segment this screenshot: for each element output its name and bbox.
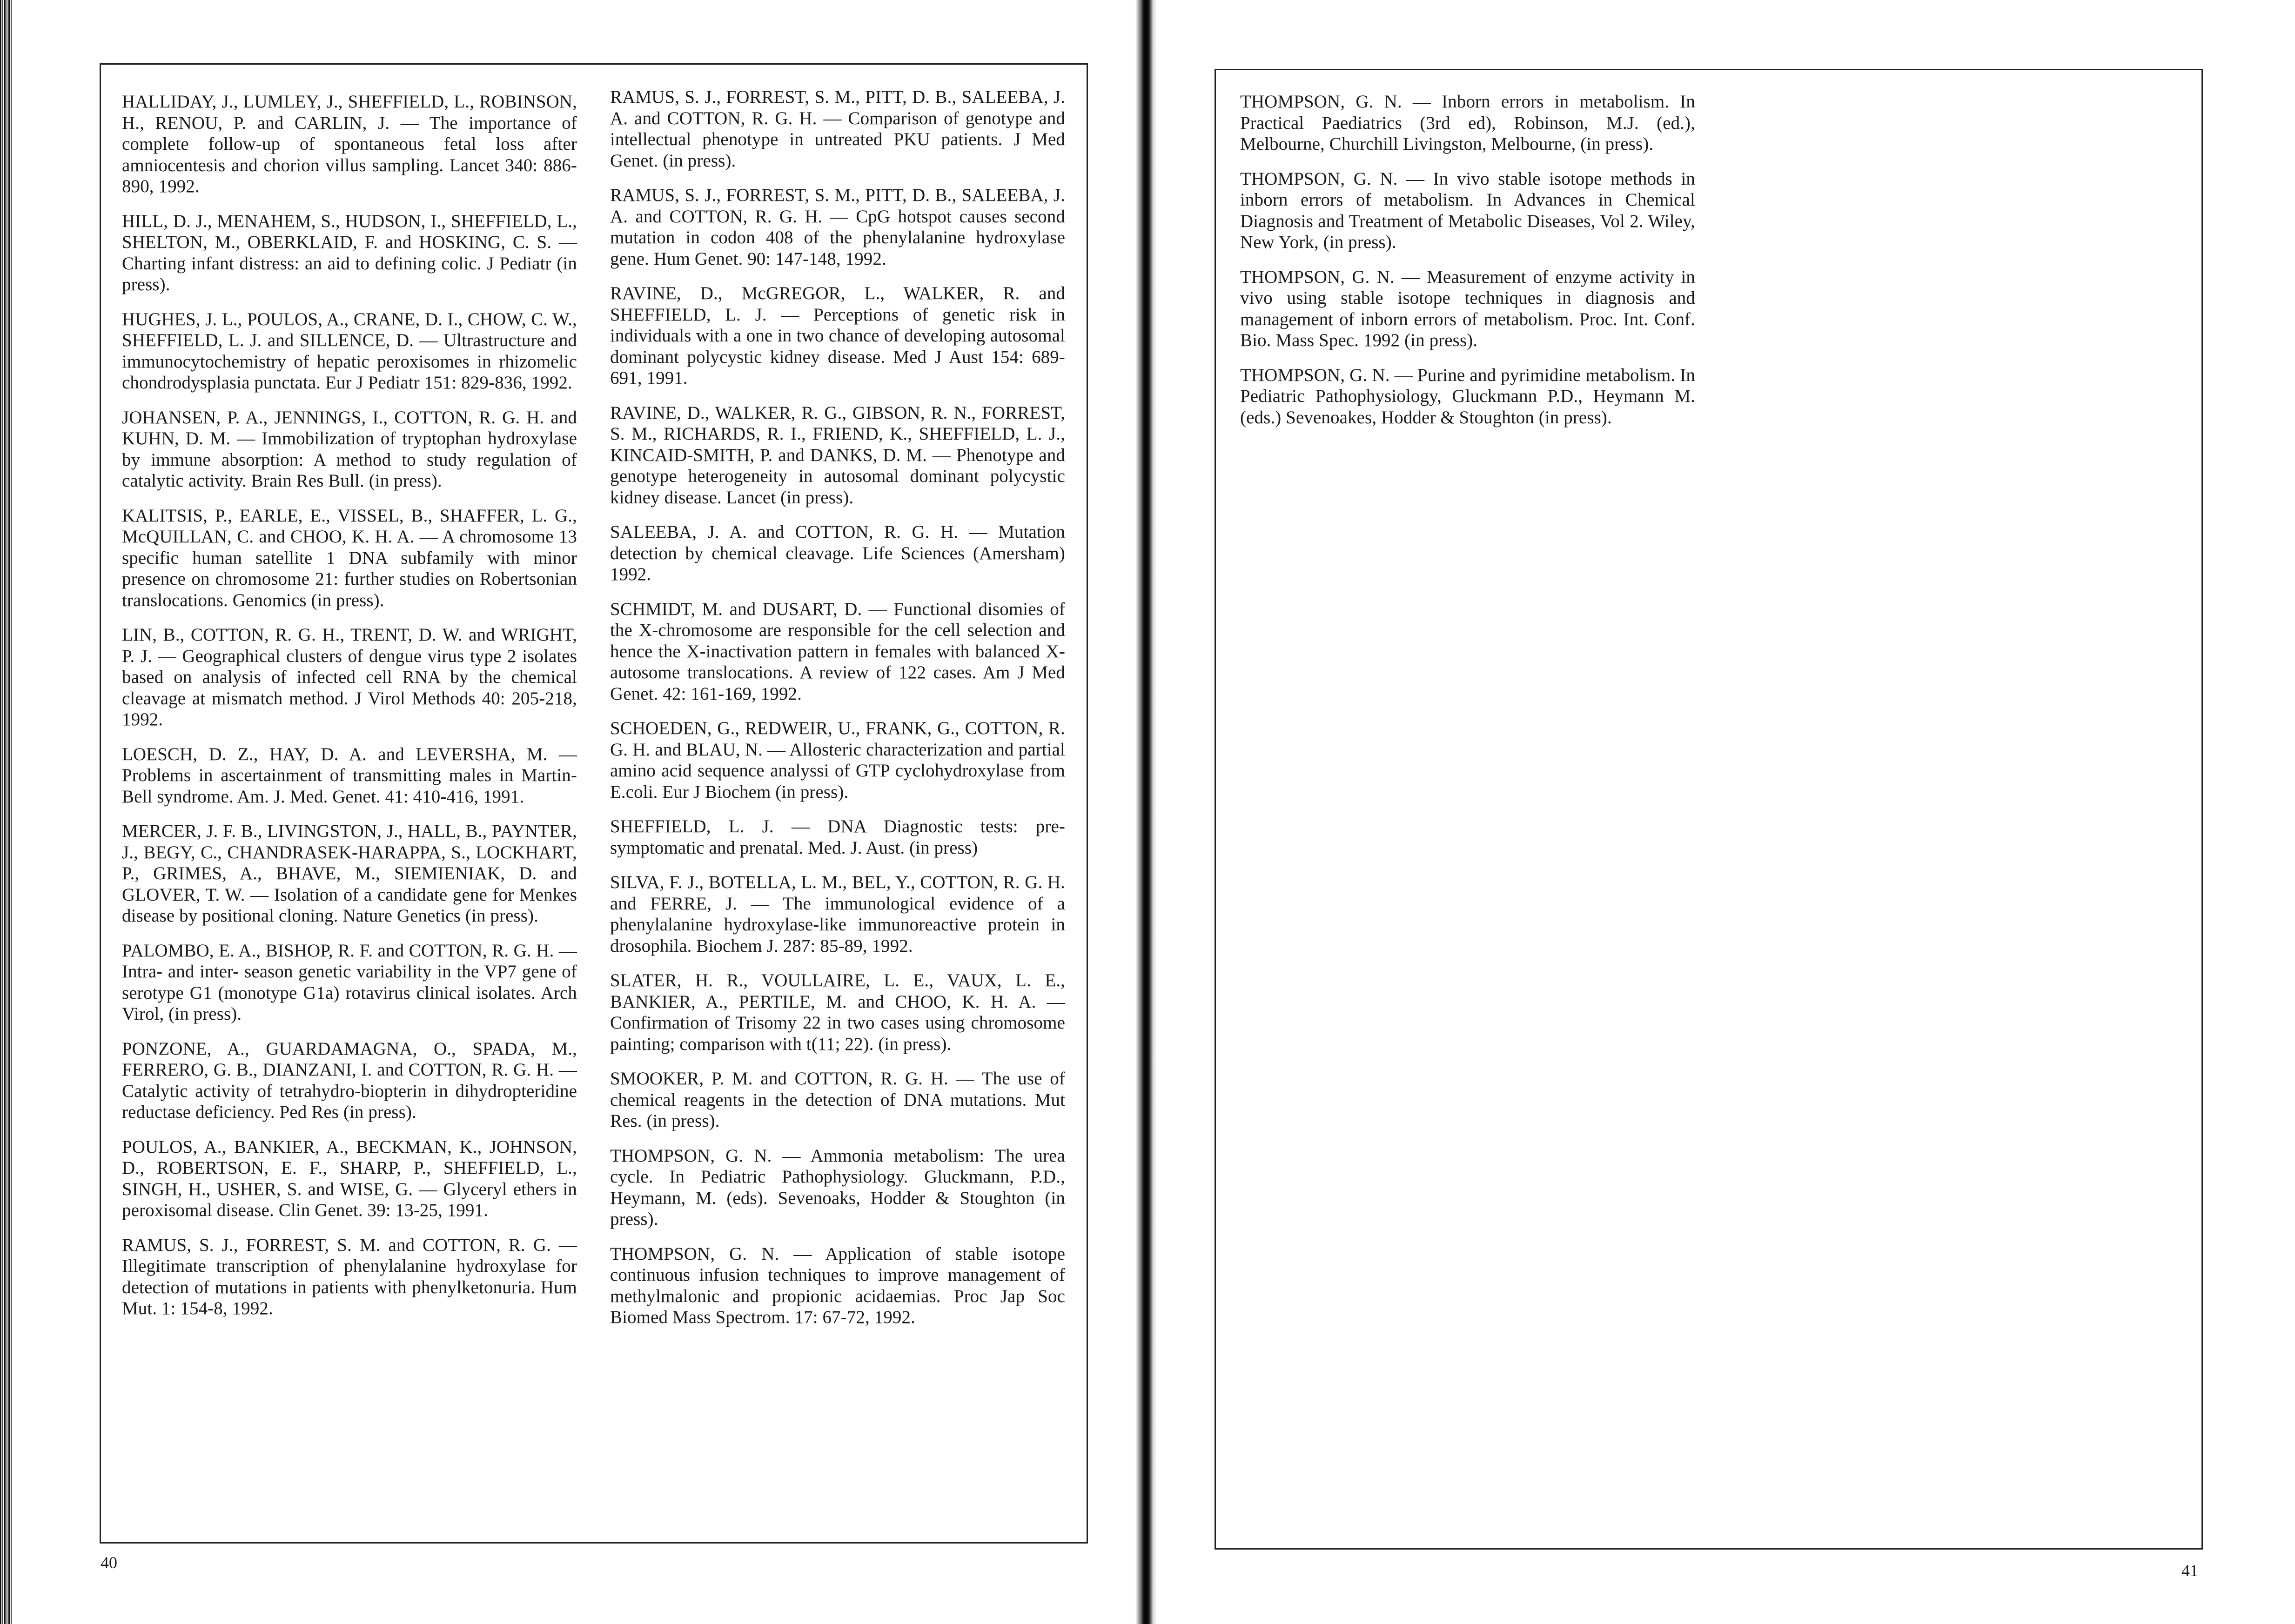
reference-entry: JOHANSEN, P. A., JENNINGS, I., COTTON, R. G. H. and KUHN, D. M. — Immobilization of tryptophan hydroxylase by immune absorption: A method to study regulation of catalytic activity. Brain Res Bull. (in press). xyxy=(122,407,577,491)
reference-entry: SALEEBA, J. A. and COTTON, R. G. H. — Mutation detection by chemical cleavage. Life Sciences (Amersham) 1992. xyxy=(610,522,1065,584)
reference-entry: PALOMBO, E. A., BISHOP, R. F. and COTTON, R. G. H. — Intra- and inter- season genetic variability in the VP7 gene of serotype G1 (monotype G1a) rotavirus clinical isolates. Arch Virol, (in press). xyxy=(122,940,577,1024)
page-number-right: 41 xyxy=(2181,1561,2198,1580)
reference-entry: SHEFFIELD, L. J. — DNA Diagnostic tests: pre-symptomatic and prenatal. Med. J. Aust. (in press) xyxy=(610,816,1065,858)
reference-entry: SCHOEDEN, G., REDWEIR, U., FRANK, G., COTTON, R. G. H. and BLAU, N. — Allosteric characterization and partial amino acid sequence analyssi of GTP cyclohydroxylase from E.coli. Eur J Biochem (in press). xyxy=(610,718,1065,802)
reference-entry: POULOS, A., BANKIER, A., BECKMAN, K., JOHNSON, D., ROBERTSON, E. F., SHARP, P., SHEFFIELD, L., SINGH, H., USHER, S. and WISE, G. — Glyceryl ethers in peroxisomal disease. Clin Genet. 39: 13-25, 1991. xyxy=(122,1136,577,1220)
reference-entry: SLATER, H. R., VOULLAIRE, L. E., VAUX, L. E., BANKIER, A., PERTILE, M. and CHOO, K. H. A. — Confirmation of Trisomy 22 in two cases using chromosome painting; comparison with t(11; 22). (in press). xyxy=(610,970,1065,1054)
book-gutter xyxy=(1135,0,1157,1624)
right-page-column-1 xyxy=(1240,91,1695,441)
page-number-left: 40 xyxy=(101,1553,117,1572)
reference-entry: MERCER, J. F. B., LIVINGSTON, J., HALL, B., PAYNTER, J., BEGY, C., CHANDRASEK-HARAPPA, S., LOCKHART, P., GRIMES, A., BHAVE, M., SIEMIENIAK, D. and GLOVER, T. W. — Isolation of a candidate gene for Menkes disease by positional cloning. Nature Genetics (in press). xyxy=(122,821,577,926)
left-page-column-2 xyxy=(610,87,1065,1342)
reference-entry: SILVA, F. J., BOTELLA, L. M., BEL, Y., COTTON, R. G. H. and FERRE, J. — The immunological evidence of a phenylalanine hydroxylase-like immunoreactive protein in drosophila. Biochem J. 287: 85-89, 1992. xyxy=(610,872,1065,956)
reference-entry: THOMPSON, G. N. — Purine and pyrimidine metabolism. In Pediatric Pathophysiology, Gluckmann P.D., Heymann M. (eds.) Sevenoakes, Hodder & Stoughton (in press). xyxy=(1240,365,1695,428)
reference-entry: HUGHES, J. L., POULOS, A., CRANE, D. I., CHOW, C. W., SHEFFIELD, L. J. and SILLENCE, D. — Ultrastructure and immunocytochemistry of hepatic peroxisomes in rhizomelic chondrodysplasia punctata. Eur J Pediatr 151: 829-836, 1992. xyxy=(122,309,577,393)
scan-edge xyxy=(0,0,12,1624)
reference-entry: HILL, D. J., MENAHEM, S., HUDSON, I., SHEFFIELD, L., SHELTON, M., OBERKLAID, F. and HOSKING, C. S. — Charting infant distress: an aid to defining colic. J Pediatr (in press). xyxy=(122,211,577,294)
reference-entry: HALLIDAY, J., LUMLEY, J., SHEFFIELD, L., ROBINSON, H., RENOU, P. and CARLIN, J. — The importance of complete follow-up of spontaneous fetal loss after amniocentesis and chorion villus sampling. Lancet 340: 886-890, 1992. xyxy=(122,92,577,196)
reference-entry: RAVINE, D., WALKER, R. G., GIBSON, R. N., FORREST, S. M., RICHARDS, R. I., FRIEND, K., SHEFFIELD, L. J., KINCAID-SMITH, P. and DANKS, D. M. — Phenotype and genotype heterogeneity in autosomal dominant polycystic kidney disease. Lancet (in press). xyxy=(610,402,1065,508)
reference-entry: THOMPSON, G. N. — Ammonia metabolism: The urea cycle. In Pediatric Pathophysiology. Gluckmann, P.D., Heymann, M. (eds). Sevenoaks, Hodder & Stoughton (in press). xyxy=(610,1145,1065,1229)
reference-entry: LOESCH, D. Z., HAY, D. A. and LEVERSHA, M. — Problems in ascertainment of transmitting males in Martin-Bell syndrome. Am. J. Med. Genet. 41: 410-416, 1991. xyxy=(122,744,577,807)
reference-entry: THOMPSON, G. N. — Application of stable isotope continuous infusion techniques to improve management of methylmalonic and propionic acidaemias. Proc Jap Soc Biomed Mass Spectrom. 17: 67-72, 1992. xyxy=(610,1243,1065,1327)
reference-entry: SMOOKER, P. M. and COTTON, R. G. H. — The use of chemical reagents in the detection of DNA mutations. Mut Res. (in press). xyxy=(610,1069,1065,1131)
reference-entry: THOMPSON, G. N. — Measurement of enzyme activity in vivo using stable isotope techniques in diagnosis and management of inborn errors of metabolism. Proc. Int. Conf. Bio. Mass Spec. 1992 (in press). xyxy=(1240,267,1695,350)
reference-entry: KALITSIS, P., EARLE, E., VISSEL, B., SHAFFER, L. G., McQUILLAN, C. and CHOO, K. H. A. — A chromosome 13 specific human satellite 1 DNA subfamily with minor presence on chromosome 21: further studies on Robertsonian translocations. Genomics (in press). xyxy=(122,505,577,610)
reference-entry: PONZONE, A., GUARDAMAGNA, O., SPADA, M., FERRERO, G. B., DIANZANI, I. and COTTON, R. G. H. — Catalytic activity of tetrahydro-biopterin in dihydropteridine reductase deficiency. Ped Res (in press). xyxy=(122,1038,577,1122)
reference-entry: SCHMIDT, M. and DUSART, D. — Functional disomies of the X-chromosome are responsible for the cell selection and hence the X-inactivation pattern in females with balanced X-autosome translocations. A review of 122 cases. Am J Med Genet. 42: 161-169, 1992. xyxy=(610,599,1065,704)
reference-entry: RAVINE, D., McGREGOR, L., WALKER, R. and SHEFFIELD, L. J. — Perceptions of genetic risk in individuals with a one in two chance of developing autosomal dominant polycystic kidney disease. Med J Aust 154: 689-691, 1991. xyxy=(610,283,1065,388)
reference-entry: LIN, B., COTTON, R. G. H., TRENT, D. W. and WRIGHT, P. J. — Geographical clusters of dengue virus type 2 isolates based on analysis of infected cell RNA by the chemical cleavage at mismatch method. J Virol Methods 40: 205-218, 1992. xyxy=(122,625,577,729)
reference-entry: RAMUS, S. J., FORREST, S. M., PITT, D. B., SALEEBA, J. A. and COTTON, R. G. H. — Comparison of genotype and intellectual phenotype in untreated PKU patients. J Med Genet. (in press). xyxy=(610,87,1065,171)
reference-entry: RAMUS, S. J., FORREST, S. M. and COTTON, R. G. — Illegitimate transcription of phenylalanine hydroxylase for detection of mutations in patients with phenylketonuria. Hum Mut. 1: 154-8, 1992. xyxy=(122,1235,577,1318)
reference-entry: THOMPSON, G. N. — In vivo stable isotope methods in inborn errors of metabolism. In Advances in Chemical Diagnosis and Treatment of Metabolic Diseases, Vol 2. Wiley, New York, (in press). xyxy=(1240,168,1695,252)
reference-entry: THOMPSON, G. N. — Inborn errors in metabolism. In Practical Paediatrics (3rd ed), Robinson, M.J. (ed.), Melbourne, Churchill Livingston, Melbourne, (in press). xyxy=(1240,92,1695,154)
reference-entry: RAMUS, S. J., FORREST, S. M., PITT, D. B., SALEEBA, J. A. and COTTON, R. G. H. — CpG hotspot causes second mutation in codon 408 of the phenylalanine hydroxylase gene. Hum Genet. 90: 147-148, 1992. xyxy=(610,185,1065,269)
left-page-column-1 xyxy=(122,91,577,1333)
